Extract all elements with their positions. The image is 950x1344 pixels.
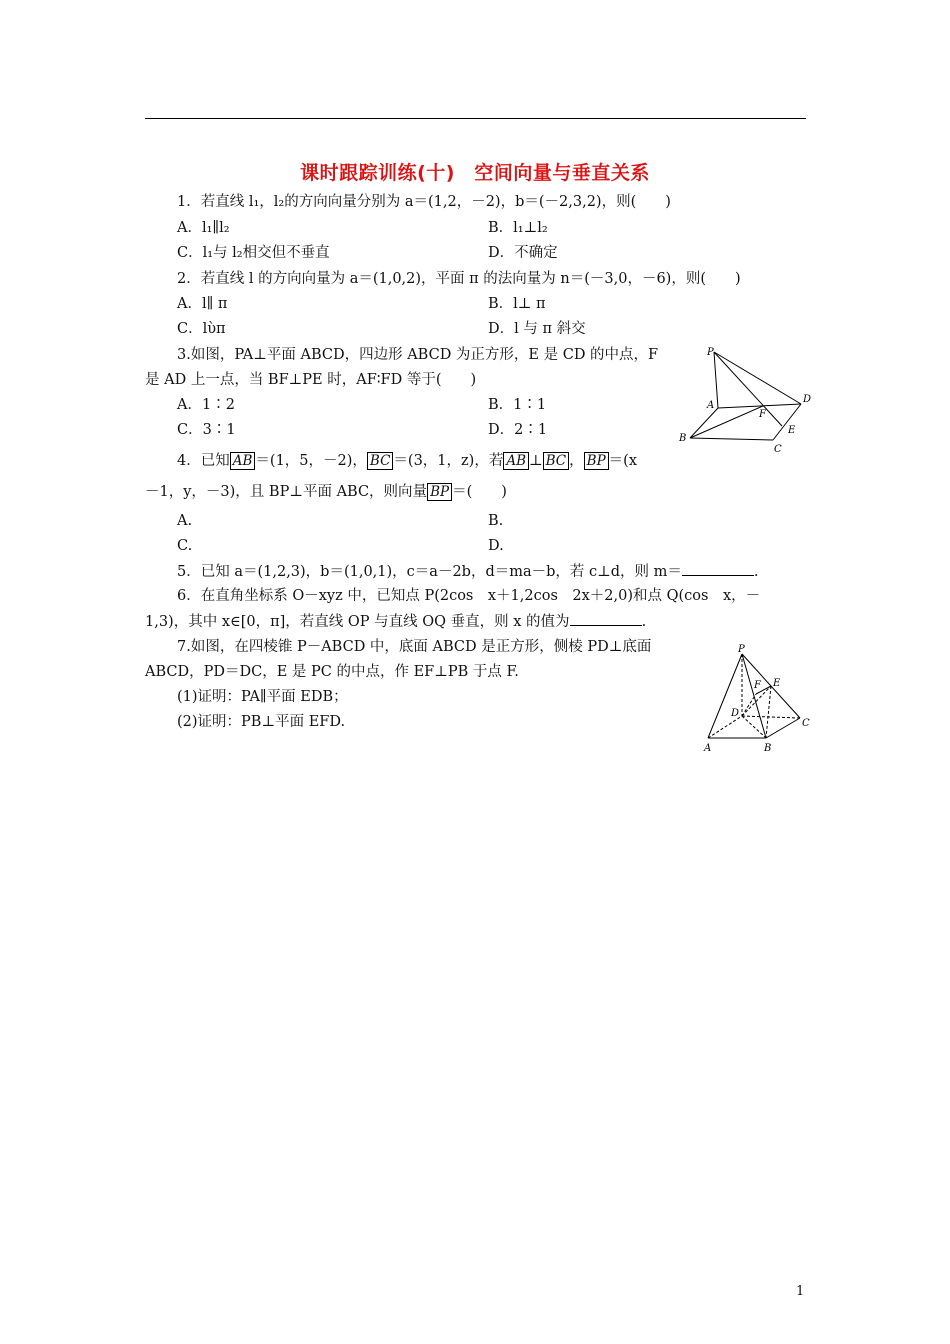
q3-label-d: D bbox=[803, 394, 812, 405]
q4-option-a: A. bbox=[177, 513, 193, 529]
q3-label-f: F bbox=[759, 409, 766, 420]
q3-option-b: B．1∶1 bbox=[488, 397, 547, 413]
q6-stem-line1: 6．在直角坐标系 O－xyz 中，已知点 P(2cos x＋1,2cos 2x＋2,0)和点 Q(cos x，－ bbox=[177, 588, 761, 604]
q4-text-6: ＝( ) bbox=[452, 484, 507, 500]
q7-label-d: D bbox=[731, 708, 740, 719]
q1-option-a: A．l₁∥l₂ bbox=[177, 220, 230, 236]
q6-text: 1,3)，其中 x∈[0，π]，若直线 OP 与直线 OQ 垂直，则 x 的值为 bbox=[145, 614, 570, 630]
edge-ab bbox=[690, 408, 718, 438]
q3-stem-line1: 3.如图，PA⊥平面 ABCD，四边形 ABCD 为正方形，E 是 CD 的中点，F bbox=[177, 347, 659, 363]
q7-label-c: C bbox=[802, 718, 810, 729]
q7-part2: (2)证明：PB⊥平面 EFD. bbox=[177, 714, 346, 730]
q3-stem-line2: 是 AD 上一点，当 BF⊥PE 时，AF∶FD 等于( ) bbox=[145, 372, 477, 388]
q2-option-c: C．lὺπ bbox=[177, 321, 226, 337]
edge-bf bbox=[690, 406, 763, 438]
edge-bc bbox=[766, 718, 800, 738]
vector-bc: BC bbox=[367, 452, 394, 470]
q1-stem: 1．若直线 l₁，l₂的方向向量分别为 a＝(1,2，－2)，b＝(－2,3,2)，则( ) bbox=[177, 194, 671, 210]
vector-ab: AB bbox=[230, 452, 256, 470]
page-title: 课时跟踪训练(十) 空间向量与垂直关系 bbox=[300, 162, 650, 184]
vector-ab-2: AB bbox=[503, 452, 529, 470]
q4-text-4: ＝(x bbox=[608, 453, 638, 469]
q3-option-a: A．1∶2 bbox=[177, 397, 235, 413]
q3-label-p: P bbox=[707, 347, 714, 358]
edge-pa bbox=[714, 352, 718, 408]
q4-text-2: ＝(1，5，－2)， bbox=[255, 453, 367, 469]
q7-label-f: F bbox=[754, 680, 761, 691]
q3-option-c: C．3∶1 bbox=[177, 422, 236, 438]
q6-stem-line2 bbox=[145, 611, 646, 632]
q7-stem-line2: ABCD，PD＝DC，E 是 PC 的中点，作 EF⊥PB 于点 F. bbox=[145, 664, 519, 680]
q7-figure bbox=[698, 640, 816, 758]
q7-label-b: B bbox=[764, 743, 772, 754]
q5-end: . bbox=[753, 564, 759, 580]
vector-bp-2: BP bbox=[427, 483, 452, 501]
edge-bc bbox=[690, 438, 773, 440]
edge-df bbox=[742, 694, 756, 716]
vector-bp: BP bbox=[584, 452, 609, 470]
q2-stem: 2．若直线 l 的方向向量为 a＝(1,0,2)，平面 π 的法向量为 n＝(－3,0，－6)，则( ) bbox=[177, 271, 741, 287]
q7-label-p: P bbox=[738, 644, 745, 655]
q4-option-b: B. bbox=[488, 513, 504, 529]
q4-comma: ， bbox=[569, 453, 584, 469]
q2-option-b: B．l⊥ π bbox=[488, 296, 546, 312]
q1-option-d: D．不确定 bbox=[488, 245, 558, 261]
edge-pe bbox=[714, 352, 782, 426]
q2-option-d: D．l 与 π 斜交 bbox=[488, 321, 586, 337]
q4-text-5: －1，y，－3)，且 BP⊥平面 ABC，则向量 bbox=[145, 484, 428, 500]
q5-stem bbox=[177, 561, 759, 582]
q1-option-b: B．l₁⊥l₂ bbox=[488, 220, 548, 236]
q3-label-a: A bbox=[707, 400, 715, 411]
q3-label-e: E bbox=[788, 425, 796, 436]
q2-option-a: A．l∥ π bbox=[177, 296, 228, 312]
q4-stem-line2 bbox=[145, 482, 507, 502]
q3-option-d: D．2∶1 bbox=[488, 422, 548, 438]
q4-perp: ⊥ bbox=[529, 453, 543, 469]
q4-option-d: D. bbox=[488, 538, 504, 554]
edge-ad bbox=[708, 716, 742, 738]
q5-answer-blank bbox=[682, 561, 754, 576]
header-rule bbox=[145, 118, 806, 119]
page-number: 1 bbox=[796, 1284, 805, 1299]
q3-figure bbox=[676, 340, 816, 458]
q4-text-1: 4．已知 bbox=[177, 453, 230, 469]
q7-label-e: E bbox=[773, 678, 781, 689]
edge-pd bbox=[714, 352, 801, 404]
q1-option-c: C．l₁与 l₂相交但不垂直 bbox=[177, 245, 330, 261]
q3-label-c: C bbox=[774, 444, 782, 455]
q7-part1: (1)证明：PA∥平面 EDB； bbox=[177, 689, 348, 705]
q4-stem-line1 bbox=[177, 451, 637, 471]
edge-pa bbox=[708, 654, 742, 738]
edge-eb bbox=[766, 686, 771, 738]
vector-bc-2: BC bbox=[543, 452, 570, 470]
edge-dc bbox=[742, 716, 800, 718]
q7-label-a: A bbox=[704, 743, 712, 754]
q3-label-b: B bbox=[679, 433, 687, 444]
q6-answer-blank bbox=[570, 611, 642, 626]
q4-text-3: ＝(3，1，z)，若 bbox=[393, 453, 504, 469]
q7-stem-line1: 7.如图，在四棱锥 P－ABCD 中，底面 ABCD 是正方形，侧棱 PD⊥底面 bbox=[177, 639, 652, 655]
q4-option-c: C. bbox=[177, 538, 193, 554]
q6-end: . bbox=[641, 614, 647, 630]
q5-text: 5．已知 a＝(1,2,3)，b＝(1,0,1)，c＝a－2b，d＝ma－b，若 c⊥d，则 m＝ bbox=[177, 564, 682, 580]
edge-cd bbox=[773, 404, 801, 440]
